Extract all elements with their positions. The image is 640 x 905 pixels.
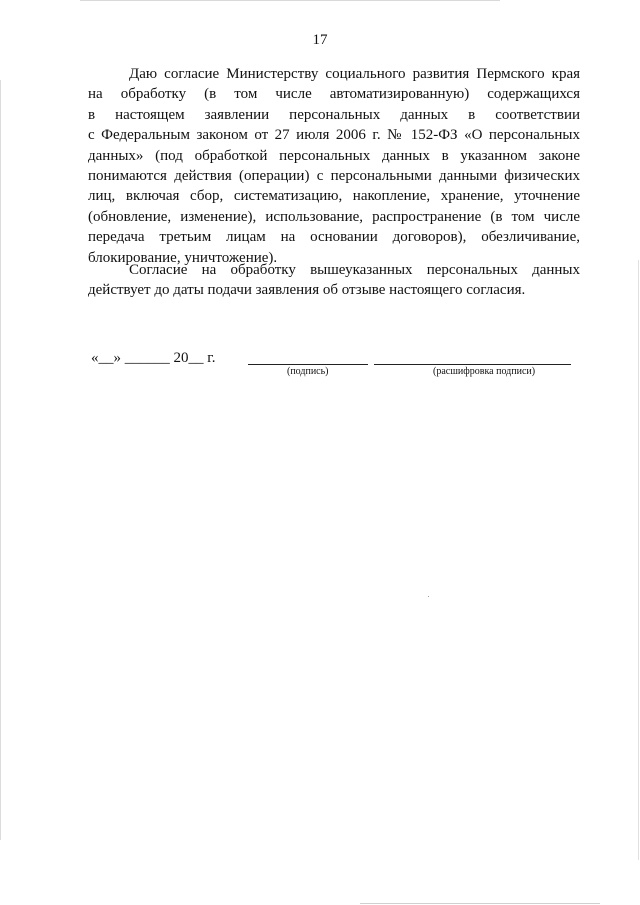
scan-artifact-right: [638, 260, 639, 860]
validity-line: действует до даты подачи заявления об отзыве настоящего согласия.: [88, 282, 526, 299]
consent-paragraph: [88, 64, 580, 268]
consent-line: Даю согласие Министерству социального развития Пермского края: [129, 66, 580, 82]
signature-decoding-underline: [374, 364, 571, 365]
consent-line: (обновление, изменение), использование, распространение (в том числе: [88, 208, 580, 225]
scan-artifact-bottom: [360, 903, 600, 904]
validity-paragraph: [88, 260, 580, 301]
consent-line: в настоящем заявлении персональных данных в соответствии: [88, 106, 580, 123]
scan-speck: [428, 596, 429, 597]
consent-line: на обработку (в том числе автоматизированную) содержащихся: [88, 86, 580, 103]
consent-line: передача третьим лицам на основании договоров), обезличивание,: [88, 229, 580, 246]
consent-line: с Федеральным законом от 27 июля 2006 г. № 152-ФЗ «О персональных: [88, 127, 580, 144]
consent-line: данных» (под обработкой персональных данных в указанном законе: [88, 147, 580, 164]
scan-artifact-left: [0, 80, 1, 840]
consent-line: лиц, включая сбор, систематизацию, накопление, хранение, уточнение: [88, 188, 580, 205]
signature-underline: [248, 364, 368, 365]
validity-line: Согласие на обработку вышеуказанных персональных данных: [129, 262, 580, 278]
signature-decoding-caption: (расшифровка подписи): [433, 366, 536, 377]
consent-line: блокирование, уничтожение).: [88, 249, 278, 266]
scan-artifact-top: [80, 0, 500, 1]
signature-caption: (подпись): [287, 366, 329, 377]
page-number: 17: [312, 32, 328, 48]
date-field: «__» ______ 20__ г.: [91, 350, 216, 366]
consent-line: понимаются действия (операции) с персональными данными физических: [88, 168, 580, 185]
